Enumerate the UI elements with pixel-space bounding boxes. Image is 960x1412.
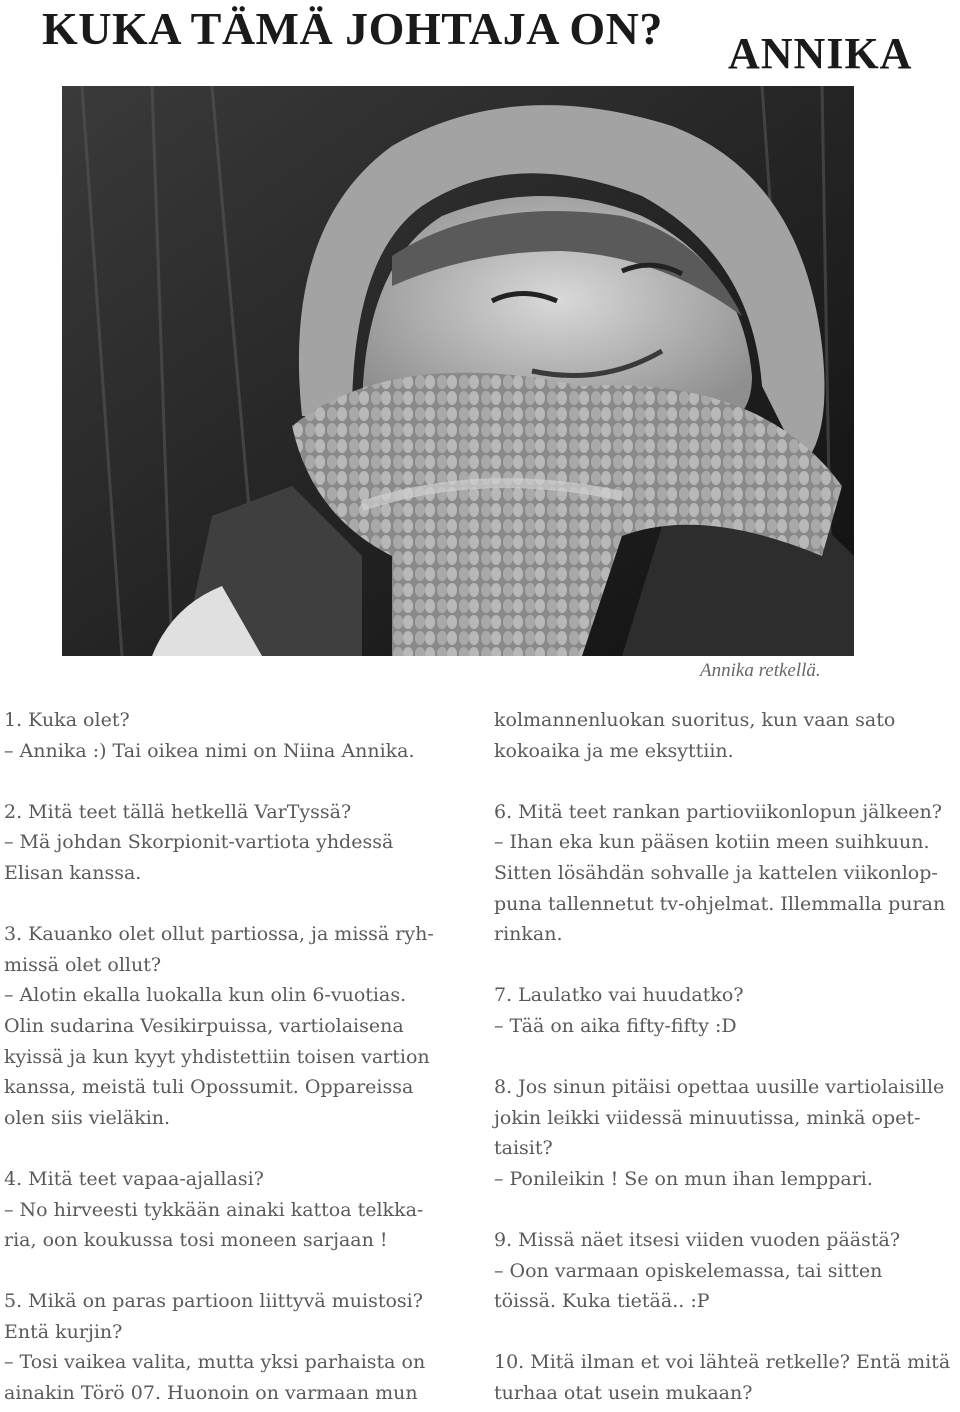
qa-10: [494, 1347, 960, 1408]
text-line: 6. Mitä teet rankan partioviikonlopun jälkeen?: [494, 800, 942, 823]
text-line: taisit?: [494, 1137, 553, 1160]
text-line: kanssa, meistä tuli Opossumit. Oppareissa: [4, 1076, 414, 1099]
text-line: töissä. Kuka tietää.. :P: [494, 1290, 710, 1313]
text-line: – Tää on aika fifty-fifty :D: [494, 1014, 737, 1037]
text-line: Entä kurjin?: [4, 1320, 123, 1343]
photo-annika: [62, 86, 854, 656]
text-line: jokin leikki viidessä minuutissa, minkä opet-: [494, 1106, 921, 1129]
qa-5: [4, 1286, 454, 1408]
text-line: – Mä johdan Skorpionit-vartiota yhdessä: [4, 831, 394, 854]
text-line: – Alotin ekalla luokalla kun olin 6-vuotias.: [4, 984, 407, 1007]
qa-8: [494, 1072, 960, 1194]
text-line: 10. Mitä ilman et voi lähteä retkelle? Entä mitä: [494, 1351, 951, 1374]
text-line: – No hirveesti tykkään ainaki kattoa telkka-: [4, 1198, 424, 1221]
text-line: – Ponileikin ! Se on mun ihan lemppari.: [494, 1167, 873, 1190]
text-line: kokoaika ja me eksyttiin.: [494, 739, 734, 762]
qa-7: [494, 980, 960, 1041]
text-line: olen siis vieläkin.: [4, 1106, 171, 1129]
interview-column-right: [494, 705, 960, 1409]
text-line: 1. Kuka olet?: [4, 709, 130, 731]
interview-column-left: [4, 705, 454, 1409]
text-line: rinkan.: [494, 923, 563, 946]
photo-illustration: [62, 86, 854, 656]
text-line: – Tosi vaikea valita, mutta yksi parhaista on: [4, 1351, 426, 1374]
text-line: Elisan kanssa.: [4, 861, 142, 884]
text-line: 3. Kauanko olet ollut partiossa, ja missä ryh-: [4, 923, 434, 946]
text-line: 7. Laulatko vai huudatko?: [494, 984, 744, 1007]
text-line: ainakin Törö 07. Huonoin on varmaan mun: [4, 1382, 418, 1405]
text-line: turhaa otat usein mukaan?: [494, 1382, 753, 1405]
text-line: 8. Jos sinun pitäisi opettaa uusille vartiolaisille: [494, 1076, 945, 1099]
text-line: missä olet ollut?: [4, 953, 162, 976]
qa-4: [4, 1164, 454, 1256]
text-line: 4. Mitä teet vapaa-ajallasi?: [4, 1167, 264, 1190]
text-line: – Ihan eka kun pääsen kotiin meen suihkuun.: [494, 831, 930, 854]
qa-2: [4, 797, 454, 889]
text-line: – Annika :) Tai oikea nimi on Niina Annika.: [4, 739, 415, 762]
text-line: kyissä ja kun kyyt yhdistettiin toisen vartion: [4, 1045, 430, 1068]
qa-5-continued: [494, 705, 960, 766]
text-line: Sitten lösähdän sohvalle ja kattelen viikonlop-: [494, 861, 938, 884]
qa-1: [4, 705, 454, 766]
qa-3: [4, 919, 454, 1133]
text-line: ria, oon koukussa tosi moneen sarjaan !: [4, 1229, 388, 1252]
text-line: – Oon varmaan opiskelemassa, tai sitten: [494, 1259, 883, 1282]
text-line: 9. Missä näet itsesi viiden vuoden päästä?: [494, 1229, 901, 1252]
text-line: kolmannenluokan suoritus, kun vaan sato: [494, 709, 896, 731]
text-line: puna tallennetut tv-ohjelmat. Illemmalla puran: [494, 892, 946, 915]
photo-caption: Annika retkellä.: [700, 660, 821, 681]
page-headline: KUKA TÄMÄ JOHTAJA ON?: [42, 3, 663, 54]
text-line: 2. Mitä teet tällä hetkellä VarTyssä?: [4, 800, 352, 823]
qa-9: [494, 1225, 960, 1317]
text-line: 5. Mikä on paras partioon liittyvä muistosi?: [4, 1290, 423, 1313]
leader-name: ANNIKA: [728, 29, 913, 78]
text-line: Olin sudarina Vesikirpuissa, vartiolaisena: [4, 1014, 404, 1037]
qa-6: [494, 797, 960, 950]
